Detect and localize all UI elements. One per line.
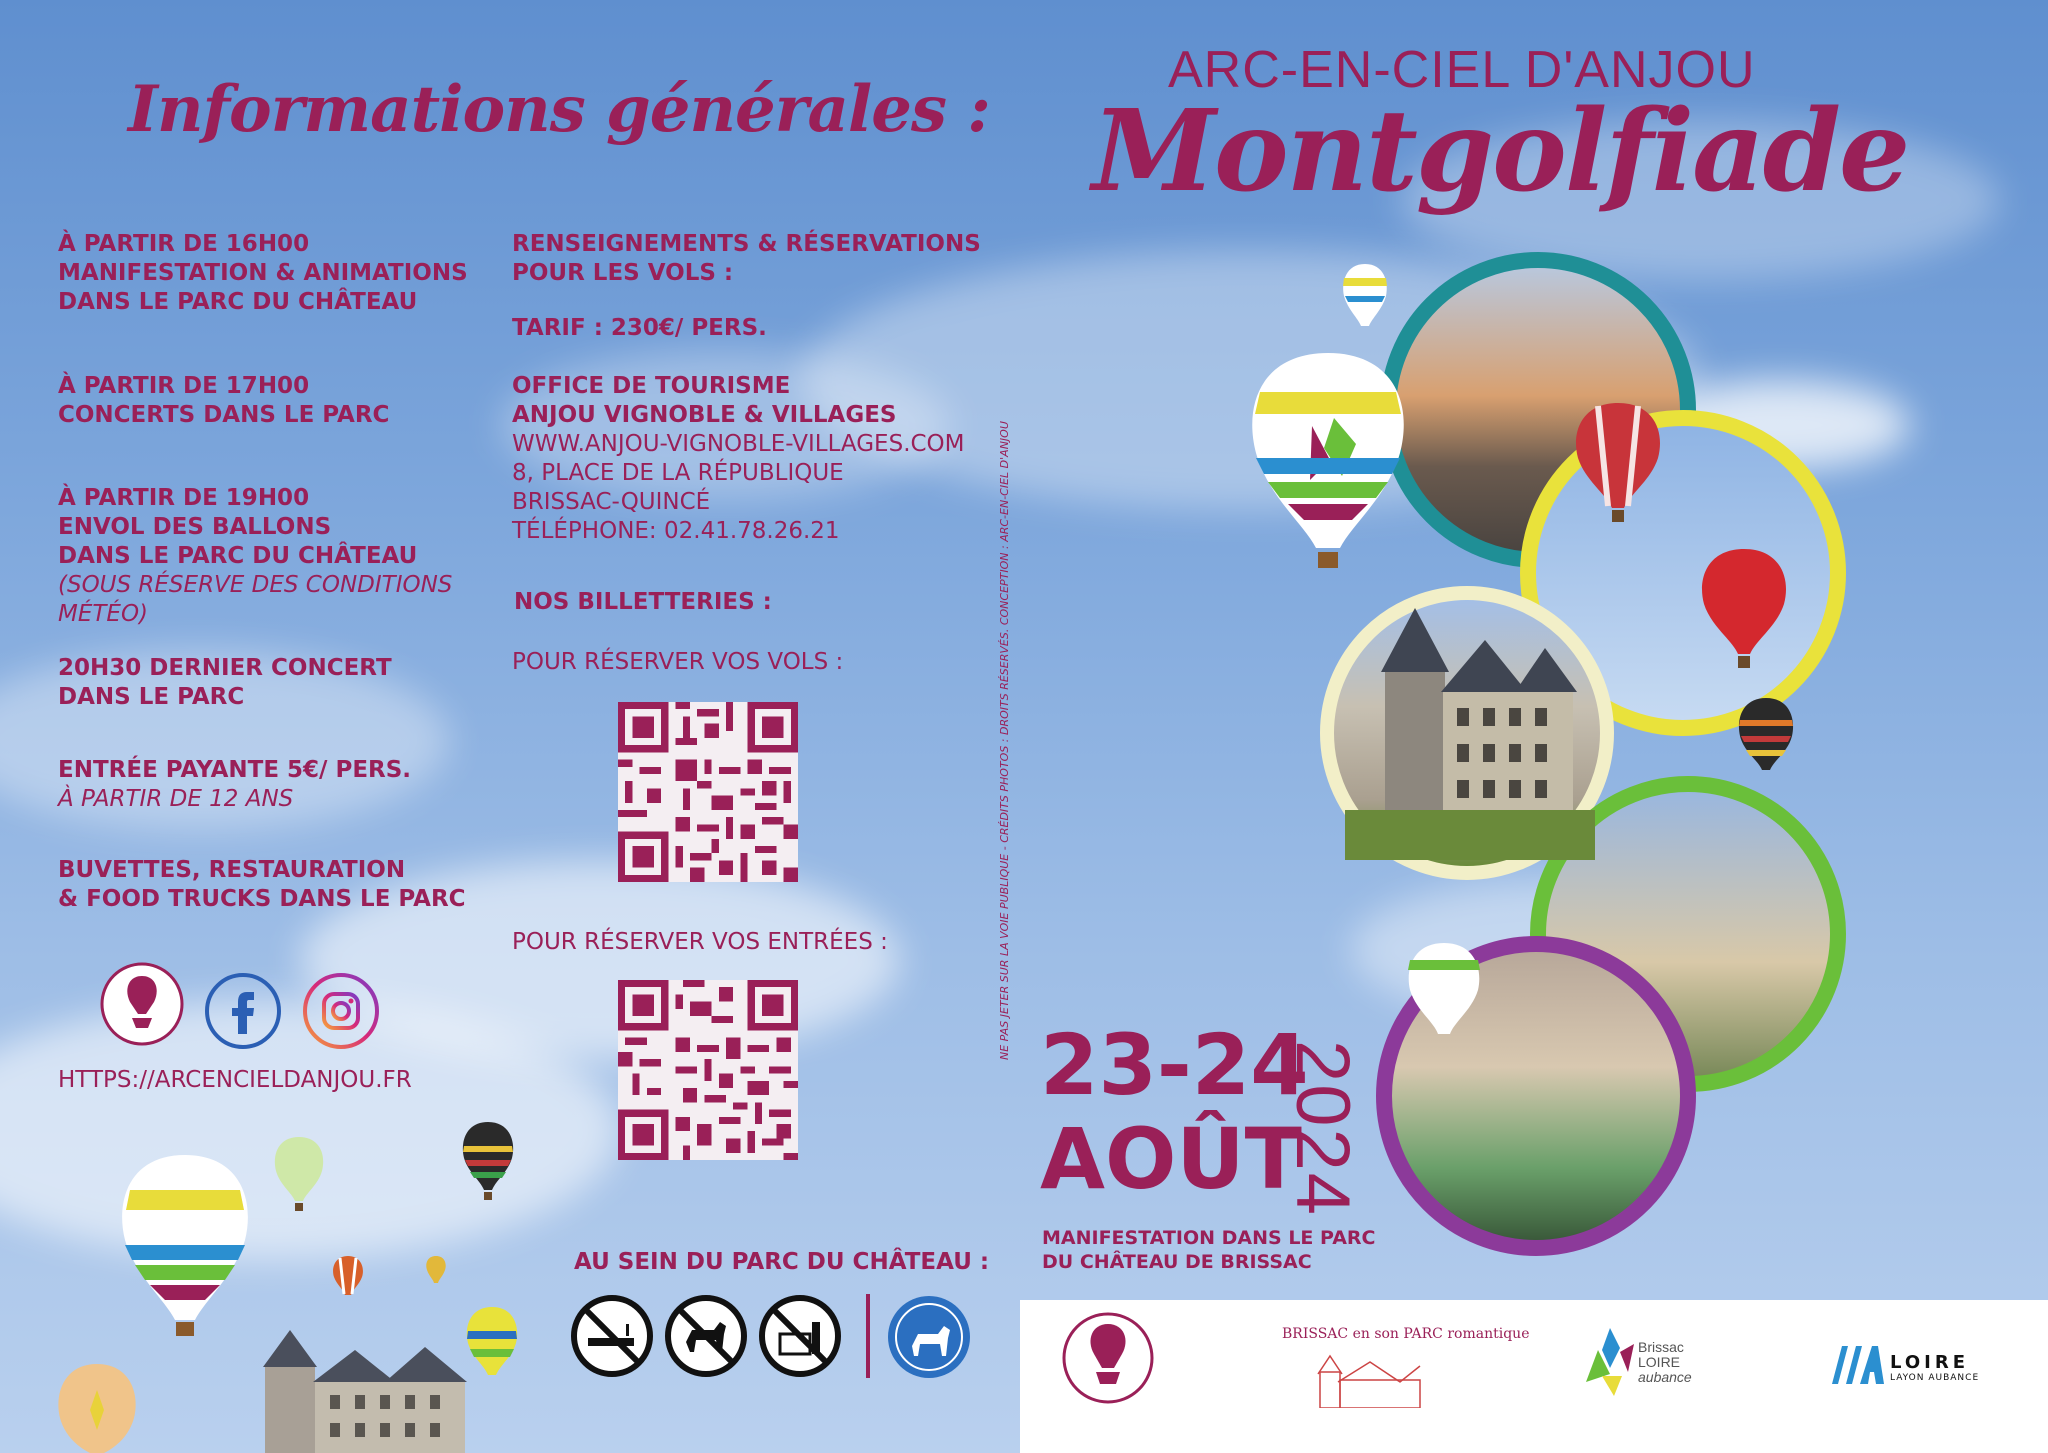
balloon-tiny-yellow [424, 1254, 448, 1290]
event-month: AOÛT [1040, 1110, 1302, 1208]
balloon-big-right [1238, 348, 1418, 588]
tourism-website-link[interactable]: WWW.ANJOU-VIGNOBLE-VILLAGES.COM [512, 431, 965, 457]
general-info-heading: Informations générales : [128, 72, 990, 147]
castle-small-left [255, 1325, 475, 1453]
schedule-block-4: 20H30 DERNIER CONCERT DANS LE PARC [58, 655, 392, 710]
qr1-label: POUR RÉSERVER VOS VOLS : [512, 649, 844, 675]
event-place: MANIFESTATION DANS LE PARC DU CHÂTEAU DE BRISSAC [1042, 1227, 1376, 1273]
balloon-white-green [1402, 940, 1486, 1050]
qr-code-flights[interactable] [618, 702, 798, 882]
schedule-block-6: BUVETTES, RESTAURATION & FOOD TRUCKS DANS LE PARC [58, 857, 466, 912]
sponsor-brissac-parc: BRISSAC en son PARC romantique [1282, 1326, 1530, 1342]
billetteries-title: NOS BILLETTERIES : [514, 589, 772, 615]
balloon-red-striped [1568, 400, 1668, 530]
guide-dog-allowed-icon [886, 1294, 972, 1380]
qr2-label: POUR RÉSERVER VOS ENTRÉES : [512, 929, 888, 955]
no-dogs-icon [664, 1294, 748, 1378]
event-year: 2024 [1280, 1040, 1365, 1218]
balloon-large-left [110, 1150, 260, 1350]
schedule-block-1: À PARTIR DE 16H00 MANIFESTATION & ANIMATIONS DANS LE PARC DU CHÂTEAU [58, 231, 468, 315]
no-picnic-icon [758, 1294, 842, 1378]
parc-rules-label: AU SEIN DU PARC DU CHÂTEAU : [574, 1249, 990, 1275]
schedule-block-2: À PARTIR DE 17H00 CONCERTS DANS LE PARC [58, 373, 390, 428]
instagram-icon[interactable] [302, 972, 380, 1050]
org-name: ARC-EN-CIEL D'ANJOU [1168, 41, 1756, 99]
schedule-block-3: À PARTIR DE 19H00 ENVOL DES BALLONS DANS LE PARC DU CHÂTEAU (SOUS RÉSERVE DES CONDITIONS MÉTÉO) [58, 485, 453, 627]
arc-en-ciel-logo-icon [100, 962, 184, 1046]
event-title: Montgolfiade [1092, 86, 1909, 217]
balloon-small-stripes [458, 1120, 518, 1204]
sponsor-brissac-loire-aubance: Brissac LOIRE aubance [1638, 1339, 1692, 1385]
balloon-tiny-orange [330, 1254, 366, 1304]
balloon-red-right [1694, 546, 1794, 676]
website-link[interactable]: HTTPS://ARCENCIELDANJOU.FR [58, 1067, 412, 1093]
qr-code-entries[interactable] [618, 980, 798, 1160]
facebook-icon[interactable] [204, 972, 282, 1050]
rules-divider [866, 1294, 870, 1378]
no-smoking-icon [570, 1294, 654, 1378]
arc-en-ciel-footer-logo [1060, 1310, 1156, 1406]
balloon-peach-bottom [52, 1360, 142, 1453]
balloon-striped-mid [1734, 696, 1798, 786]
tourism-office-block: OFFICE DE TOURISME ANJOU VIGNOBLE & VILLAGES WWW.ANJOU-VIGNOBLE-VILLAGES.COM 8, PLACE DE LA RÉPUBLIQUE BRISSAC-QUINCÉ TÉLÉPHONE: 02.41.78.26.21 [512, 373, 965, 544]
tarif-text: TARIF : 230€/ PERS. [512, 315, 767, 341]
schedule-block-5: ENTRÉE PAYANTE 5€/ PERS. À PARTIR DE 12 ANS [58, 757, 412, 812]
balloon-small-top [1340, 262, 1390, 338]
castle-sketch-logo [1310, 1352, 1430, 1408]
loire-layon-aubance-logo-icon [1826, 1344, 1886, 1386]
event-dates: 23-24 [1040, 1016, 1309, 1114]
vertical-credit-text: NE PAS JETER SUR LA VOIE PUBLIQUE - CRÉDITS PHOTOS : DROITS RÉSERVÉS. CONCEPTION : ARC-EN-CIEL D'ANJOU [998, 421, 1011, 1060]
balloon-small-green [270, 1135, 328, 1215]
sponsor-loire-layon-aubance: LOIRE LAYON AUBANCE [1890, 1352, 1980, 1383]
castle-photo [1345, 600, 1595, 860]
brissac-loire-aubance-logo-icon [1580, 1324, 1640, 1400]
info-reservations-title: RENSEIGNEMENTS & RÉSERVATIONS POUR LES VOLS : [512, 231, 981, 286]
